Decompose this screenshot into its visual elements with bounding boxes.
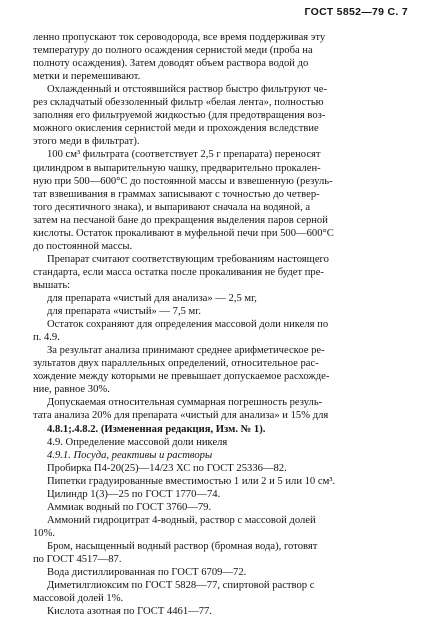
- text-line: 4.9. Определение массовой доли никеля: [47, 436, 228, 448]
- text-line: можного окисления сернистой меди и прохождения вследствие: [33, 123, 319, 135]
- text-line: 4.8.1;.4.8.2. (Измененная редакция, Изм. № 1).: [47, 423, 266, 435]
- text-line: для препарата «чистый» — 7,5 мг.: [47, 306, 202, 318]
- text-line: для препарата «чистый для анализа» — 2,5 мг,: [47, 293, 257, 304]
- text-line: зультатов двух параллельных определений, относительное рас-: [33, 358, 319, 370]
- text-line: Диметилглиоксим по ГОСТ 5828—77, спиртовой раствор с: [47, 580, 315, 592]
- text-line: Бром, насыщенный водный раствор (бромная вода), готовят: [47, 540, 318, 552]
- text-line: метки и перемешивают.: [33, 71, 141, 83]
- text-line: Кислота азотная по ГОСТ 4461—77.: [47, 606, 212, 618]
- text-line: затем на песчаной бане до прекращения выделения паров серной: [33, 214, 328, 226]
- text-line: по ГОСТ 4517—87.: [33, 554, 122, 565]
- text-line: массовой долей 1%.: [33, 593, 124, 605]
- text-line: кислоты. Остаток прокаливают в муфельной печи при 500—600°С: [33, 227, 334, 239]
- text-line: тат взвешивания в граммах записывают с точностью до четвер-: [33, 188, 320, 200]
- text-line: Цилиндр 1(3)—25 по ГОСТ 1770—74.: [47, 488, 221, 500]
- text-line: заполняя его фильтруемой жидкостью (для предотвращения воз-: [33, 110, 326, 122]
- text-line: хождение между которыми не превышает допускаемое расхожде-: [33, 371, 330, 383]
- text-line: тата анализа 20% для препарата «чистый для анализа» и 15% для: [33, 410, 329, 422]
- text-line: рез складчатый обеззоленный фильтр «белая лента», полностью: [33, 97, 324, 109]
- text-line: полноту осаждения). Затем доводят объем раствора водой до: [33, 58, 309, 70]
- text-line: стандарта, если масса остатка после прокаливания не будет пре-: [33, 266, 324, 278]
- text-line: цилиндром в выпарительную чашку, предварительно прокален-: [33, 162, 321, 174]
- text-line: Препарат считают соответствующим требованиям настоящего: [47, 253, 329, 265]
- text-line: Допускаемая относительная суммарная погрешность резуль-: [47, 397, 323, 409]
- text-line: 10%.: [33, 527, 56, 539]
- text-line: ную при 500—600°С до постоянной массы и взвешенную (резуль-: [33, 175, 333, 187]
- text-line: 100 см³ фильтрата (соответствует 2,5 г препарата) переносят: [47, 149, 321, 161]
- text-line: Пробирка П4-20(25)—14/23 ХС по ГОСТ 25336—82.: [47, 462, 287, 474]
- text-line: За результат анализа принимают среднее арифметическое ре-: [47, 345, 325, 357]
- text-line: п. 4.9.: [33, 332, 60, 344]
- text-line: вышать:: [33, 279, 71, 291]
- text-line: ние, равное 30%.: [33, 384, 110, 396]
- text-line: Аммоний гидроцитрат 4-водный, раствор с массовой долей: [47, 514, 316, 526]
- text-line: ленно пропускают ток сероводорода, все время поддерживая эту: [33, 32, 326, 43]
- text-line: этого меди в фильтрат).: [33, 136, 140, 148]
- text-line: Пипетки градуированные вместимостью 1 или 2 и 5 или 10 см³.: [47, 475, 336, 487]
- text-line: Охлажденный и отстоявшийся раствор быстро фильтруют че-: [47, 84, 328, 96]
- text-line: Остаток сохраняют для определения массовой доли никеля по: [47, 319, 329, 331]
- text-line: Аммиак водный по ГОСТ 3760—79.: [47, 501, 212, 513]
- page-header: ГОСТ 5852—79 С. 7: [304, 6, 408, 18]
- text-line: температуру до полного осаждения сернистой меди (проба на: [33, 45, 313, 57]
- text-line: 4.9.1. Посуда, реактивы и растворы: [47, 449, 213, 461]
- text-line: до постоянной массы.: [33, 240, 133, 252]
- text-line: того десятичного знака), и выпаривают сначала на водяной, а: [33, 201, 311, 213]
- text-line: Вода дистиллированная по ГОСТ 6709—72.: [47, 567, 247, 579]
